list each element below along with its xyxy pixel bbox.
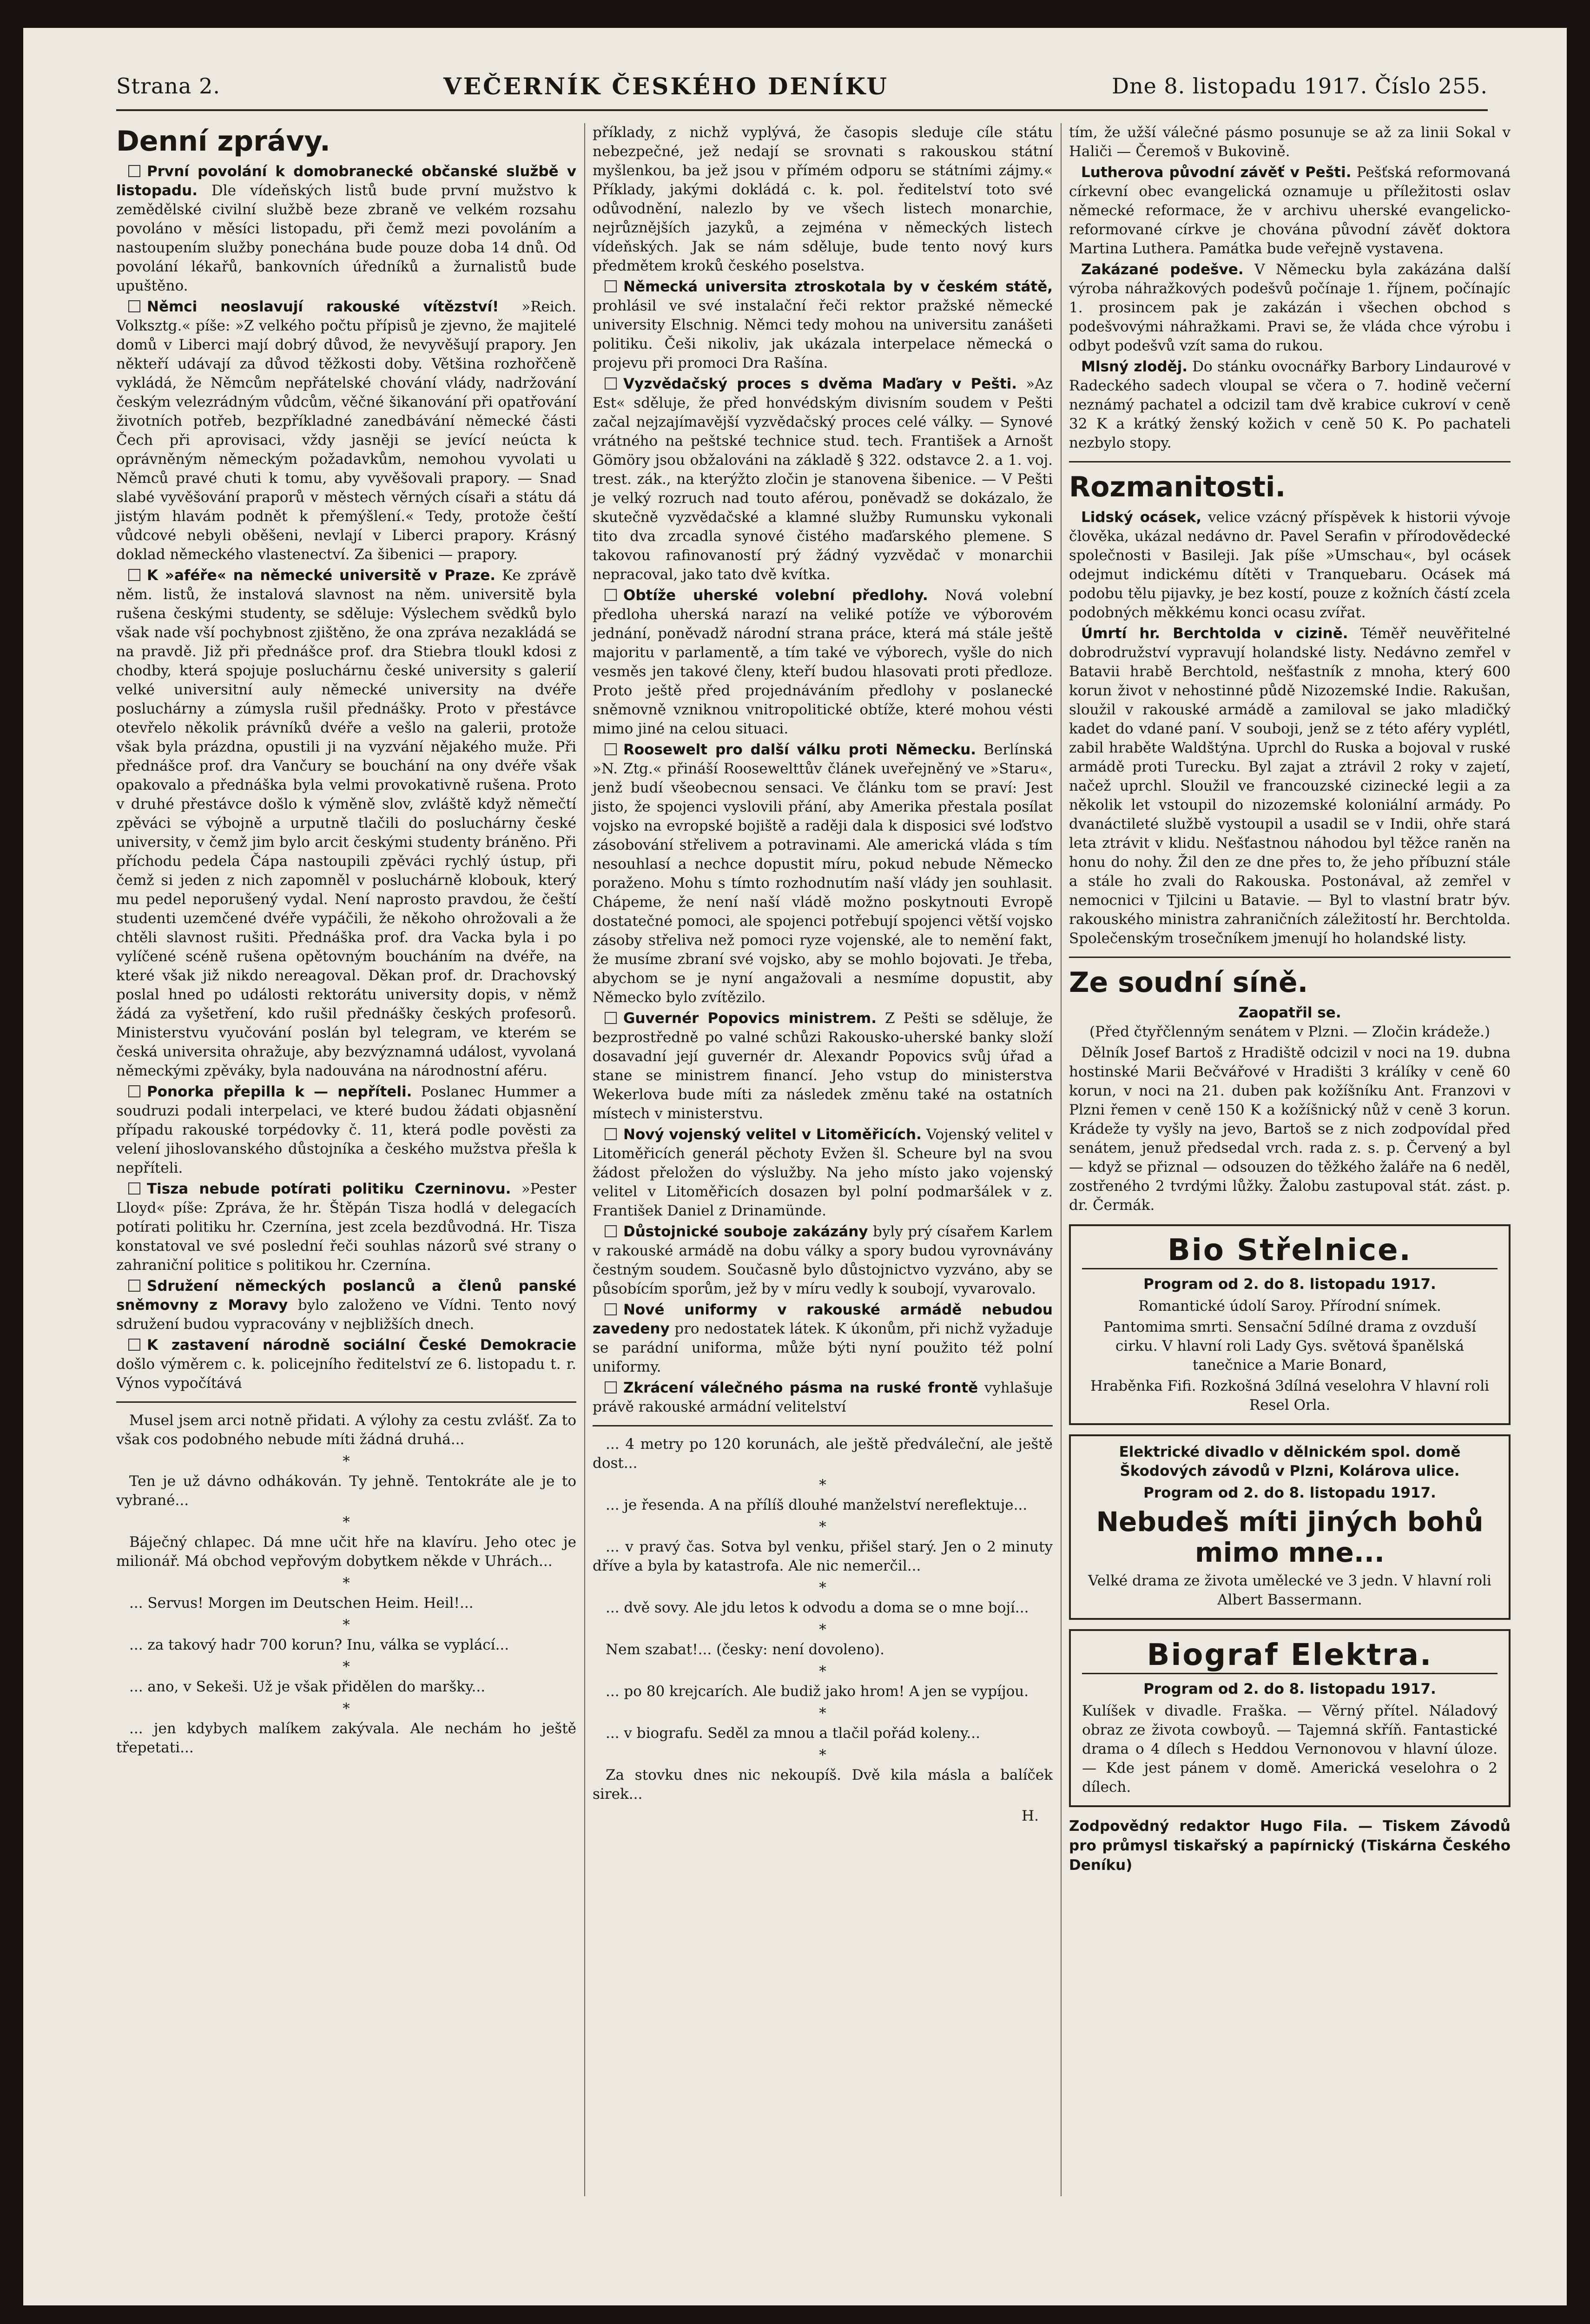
court-text: Dělník Josef Bartoš z Hradiště odcizil v noci na 19. dubna hostinské Marii Bečvářové v Hradišti 3 králíky v ceně 60 korun, v noci na 21. duben pak kožíšníku Ant. Franzovi v Plzni řemen v ceně 150 K a kožíšnický nůž v ceně 3 korun. Krádeže ty vyšly na jevo, Bartoš se z nich zodpovídal před senátem, jenuž předsedal vrch. rada z. s. p. Červený a byl — když se přiznal — odsouzen do těžkého žaláře na 6 neděl, zostřeného 2 tvrdými lůžky. Žalobu zastupoval stát. zást. p. dr. Čermák. <box>1069 1044 1511 1214</box>
news-item <box>116 1336 576 1393</box>
feuilleton-paragraph: ... v pravý čas. Sotva byl venku, přišel starý. Jen o 2 minuty dříve a byla by katastrofa. Ale nic nemerčil... <box>593 1538 1053 1574</box>
square-bullet-icon <box>605 280 617 292</box>
feuilleton-paragraph: Ten je už dávno odhákován. Ty jehně. Tentokráte ale je to vybrané... <box>116 1473 576 1509</box>
square-bullet-icon <box>605 1128 617 1140</box>
news-headline: Guvernér Popovics ministrem. <box>623 1010 877 1027</box>
news-headline: Vyzvědačský proces s dvěma Maďary v Pešti. <box>623 376 1017 392</box>
ad-feature-title: Nebudeš míti jiných bohů mimo mne... <box>1096 1506 1484 1568</box>
star-separator-icon: * <box>819 1579 826 1596</box>
news-headline: Zakázané podešve. <box>1081 261 1244 278</box>
page-header <box>116 63 1488 111</box>
star-separator-icon: * <box>343 1514 350 1531</box>
star-separator-icon: * <box>819 1705 826 1722</box>
news-item <box>1069 163 1511 258</box>
news-item <box>593 277 1053 373</box>
news-headline: Obtíže uherské volební předlohy. <box>623 587 928 604</box>
news-text: Do stánku ovocnářky Barbory Lindaurové v Radeckého sadech vloupal se včera o 7. hodině večerní neznámý pachatel a odcizil tam dvě krabice cukroví v ceně 32 K a krátký ženský kožich v ceně 50 K. Po pachateli nezbylo stopy. <box>1069 358 1511 451</box>
news-headline: Ponorka přepilla k — nepříteli. <box>147 1083 412 1100</box>
news-headline: Mlsný zloděj. <box>1081 358 1188 375</box>
feuilleton-right <box>593 1435 1053 1826</box>
issue-date: Dne 8. listopadu 1917. Číslo 255. <box>1112 73 1488 99</box>
news-headline: K »aféře« na německé universitě v Praze. <box>147 567 496 584</box>
news-text: Vojenský velitel v Litoměřicích generál pěchoty Evžen šl. Scheure byl na svou žádost přeložen do výslužby. Na jeho místo jako vojenský velitel v Litoměřicích dosazen byl polní podmaršálek v z. František Daniel z Drinamünde. <box>593 1126 1053 1219</box>
page-number: Strana 2. <box>116 73 220 99</box>
ad-program: Program od 2. do 8. listopadu 1917. <box>1143 1681 1436 1697</box>
news-item <box>593 1125 1053 1221</box>
ad-line: Velké drama ze života umělecké ve 3 jedn. V hlavní roli Albert Bassermann. <box>1088 1572 1491 1608</box>
news-item <box>1069 508 1511 622</box>
ad-title: Elektrické divadlo v dělnickém spol. domě Škodových závodů v Plzni, Kolárova ulice. <box>1119 1444 1461 1479</box>
news-item <box>593 1379 1053 1417</box>
news-text: Z Pešti se sděluje, že bezprostředně po valné schůzi Rakousko-uherské banky složí dosavadní její guvernér dr. Alexandr Popovics svůj úřad a stane se ministrem financí. Jeho vstup do ministerstva Wekerlova bude míti za následek změnu také na ostatních místech v ministerstvu. <box>593 1010 1053 1122</box>
ad-elektricke-divadlo <box>1069 1434 1511 1620</box>
news-item <box>116 1277 576 1334</box>
news-item <box>593 1009 1053 1123</box>
star-separator-icon: * <box>819 1477 826 1493</box>
news-headline: Lutherova původní závěť v Pešti. <box>1081 164 1352 181</box>
ad-line: Romantické údolí Saroy. Přírodní snímek. <box>1138 1298 1441 1314</box>
newspaper-page <box>23 28 1567 2305</box>
feuilleton-paragraph: Nem szabat!... (česky: není dovoleno). <box>606 1641 884 1658</box>
news-text: »Pester Lloyd« píše: Zpráva, že hr. Štěpán Tisza hodlá v delegacích potírati politiku hr. Czernína, jest zcela bezdůvodná. Hr. Tisza konstatoval ve své poslední řeči souhlas názorů své strany o zahraniční politice s politikou hr. Czernína. <box>116 1181 577 1274</box>
square-bullet-icon <box>128 165 140 177</box>
column-3 <box>1069 123 1511 1875</box>
star-separator-icon: * <box>819 1747 826 1763</box>
imprint: Zodpovědný redaktor Hugo Fila. — Tiskem Závodů pro průmysl tiskařský a papírnický (Tiskárna Českého Deníku) <box>1069 1818 1511 1874</box>
news-headline: První povolání k domobranecké občanské službě v listopadu. <box>116 163 576 199</box>
news-text: V Německu byla zakázána další výroba náhražkových podešvů počínaje 1. říjnem, počínajíc 1. prosincem pak je zakázán i všechen obchod s podešvovými náhražkami. Pravi se, že vláda chce výrobu i odbyt podešvů vzít sama do rukou. <box>1069 261 1511 354</box>
news-item <box>593 740 1053 1007</box>
ad-program: Program od 2. do 8. listopadu 1917. <box>1143 1276 1436 1293</box>
news-item <box>593 1301 1053 1377</box>
column-rule <box>1061 123 1062 2196</box>
news-item <box>593 586 1053 739</box>
feuilleton-paragraph: ... za takový hadr 700 korun? Inu, válka se vyplácí... <box>129 1637 509 1653</box>
feuilleton-paragraph: ... dvě sovy. Ale jdu letos k odvodu a doma se o mne bojí... <box>606 1599 1029 1616</box>
news-text: Nová volební předloha uherská narazí na veliké potíže ve výborovém jednání, poněvadž národní strana práce, která má stále ještě majoritu v parlamentě, a tím také ve výborech, vyšle do nich vesměs jen takové členy, kteří budou hlasovati proti předloze. Proto ještě před projednáváním předlohy v poslanecké sněmovně vzniknou vnitropolitické obtíže, které mohou vésti mimo jiné na celou situaci. <box>593 587 1053 737</box>
court-note: (Před čtyřčlenným senátem v Plzni. — Zločin krádeže.) <box>1089 1023 1491 1040</box>
feuilleton-paragraph: ... Servus! Morgen im Deutschen Heim. Heil!... <box>129 1595 474 1611</box>
news-headline: Němci neoslavují rakouské vítězství! <box>147 298 499 315</box>
square-bullet-icon <box>605 377 617 390</box>
news-text: Ke zprávě něm. listů, že instalová slavnost na něm. universitě byla rušena českými studenty, se sděluje: Výslechem svědků bylo však nade vší pochybnost zjištěno, že ona zpráva nezakládá se na pravdě. Již při přednášce prof. dra Stiebra tloukl kdosi z chodby, která spojuje posluchárnu české university s galerií velké universitní auly německé university na dvéře posluchárny a zúmysla rušil přednášky. Proto v přestávce otevřelo několik právníků dvéře a vešlo na galerii, protože však byla prázdna, opustili ji na vyzvání nějakého muže. Při přednášce prof. dra Vančury se bouchání na ony dvéře však opakovalo a přednáška byla velmi provokativně rušena. Proto v druhé přestávce došlo k výměně slov, zvláště když němečtí zpěváci se výbojně a urputně tlačili do posluchárny české university, v čemž jim bylo arcit českými studenty bráněno. Při příchodu pedela Čápa nastoupili zpěváci rychlý ústup, při čemž si jeden z nich zapomněl v posluchárně klobouk, který mu pedel neporušený vydal. Není naprosto pravdou, že čeští studenti uzemčené dvéře vypáčili, že někoho ohrožovali a že chtěli slavnost rušiti. Přednáška prof. dra Vacka byla i po vylíčené scéně rušena opětovným boucháním na dvéře, na které však již nikdo nereagoval. Děkan prof. dr. Drachovský poslal hned po události rektorátu university dopis, v němž žádá za vyšetření, kdo rušil přednášky českých profesorů. Ministerstvu vyučování poslán byl telegram, ve kterém se česká universita ohražuje, aby bezvýznamná událost, vyvolaná německými zpěváky, byla nadouvána na národnostní aféru. <box>116 567 576 1079</box>
section-title-rozmanitosti: Rozmanitosti. <box>1069 471 1286 503</box>
ad-line: Pantomima smrti. Sensační 5dílné drama z ovzduší cirku. V hlavní roli Lady Gys. světová španělská tanečnice a Marie Bonard, <box>1103 1319 1477 1373</box>
section-divider <box>1069 957 1511 958</box>
news-text: pro nedostatek látek. K úkonům, při nichž vyžaduje se parádní uniforma, může býti nyní použito též polní uniformy. <box>593 1320 1053 1375</box>
section-title-denni-zpravy: Denní zprávy. <box>116 125 330 158</box>
square-bullet-icon <box>605 1012 617 1024</box>
news-headline: Sdružení německých poslanců a členů panské sněmovny z Moravy <box>116 1278 576 1314</box>
news-text: Dle vídeňských listů bude první mužstvo k zemědělské civilní službě beze zbraně ve velkém rozsahu povoláno v měsíci listopadu, při čemž mezi povoláním a nastoupením služby ponechána bude pouze doba 14 dnů. Od povolání lékařů, bankovních úředníků a žurnalistů bude upuštěno. <box>116 182 576 294</box>
court-subheading: Zaopatřil se. <box>1238 1004 1341 1021</box>
section-divider <box>1069 461 1511 462</box>
news-headline: Německá universita ztroskotala by v českém státě, <box>623 278 1053 295</box>
news-item-continued <box>593 123 1053 276</box>
feuilleton-paragraph: ... 4 metry po 120 korunách, ale ještě předváleční, ale ještě dost... <box>593 1436 1053 1472</box>
feuilleton-paragraph: ... po 80 krejcarích. Ale budiž jako hrom! A jen se vypíjou. <box>606 1683 1029 1700</box>
news-item <box>1069 357 1511 453</box>
news-text: vyhlašuje právě rakouské armádní velitelství <box>593 1380 1053 1415</box>
news-text: »Az Est« sděluje, že před honvédským divisním soudem v Pešti začal nejzajímavější vyzvědačský proces celé války. — Synové vrátného na peštské technice stud. tech. František a Arnošt Gömöry jsou obžalováni na základě § 322. odstavce 2. a 1. voj. trest. zák., na kterýžto zločin je stanovena šibenice. — V Pešti je velký rozruch nad touto aférou, poněvadž se dokázalo, že skutečně vyzvědačské a klamné služby Rumunsku vykonali tito dva zrcadla synové čistého maďarského plemene. S takovou rafinovaností prý žádný vyzvědač v monarchii nepracoval, jako tato dvě kvítka. <box>593 376 1053 583</box>
star-separator-icon: * <box>343 1575 350 1591</box>
news-headline: Roosewelt pro další válku proti Německu. <box>623 741 976 758</box>
ad-line: Kulíšek v divadle. Fraška. — Věrný přítel. Náladový obraz ze života cowboyů. — Tajemná skříň. Fantastické drama o 4 dílech s Heddou Vernonovou v hlavní úloze. — Kde jest pánem v domě. Americká veselohra o 2 dílech. <box>1082 1703 1498 1796</box>
signature: H. <box>1022 1808 1039 1824</box>
news-text: Pešťská reformovaná církevní obec evangelická oznamuje u příležitosti oslav německé reformace, že v archivu uherské evangelicko-reformované církve je chována původní závěť doktora Martina Luthera. Památka bude veřejně vystavena. <box>1069 164 1511 257</box>
column-rule <box>584 123 585 2196</box>
news-item <box>1069 260 1511 356</box>
section-title-soudni-sin: Ze soudní síně. <box>1069 966 1308 999</box>
section-divider <box>116 1401 576 1403</box>
feuilleton-paragraph: ... jen kdybych malíkem zakývala. Ale nechám ho ještě třepetati... <box>116 1720 576 1756</box>
star-separator-icon: * <box>819 1621 826 1638</box>
column-2 <box>593 123 1053 1826</box>
feuilleton-paragraph: ... v biografu. Seděl za mnou a tlačil pořád koleny... <box>606 1725 980 1742</box>
feuilleton-paragraph: Za stovku dnes nic nekoupíš. Dvě kila másla a balíček sirek... <box>593 1767 1053 1802</box>
feuilleton-paragraph: Musel jsem arci notně přidati. A výlohy za cestu zvlášť. Za to však cos podobného nebude míti žádná druhá... <box>116 1412 576 1448</box>
ad-line: Hraběnka Fifi. Rozkošná 3dílná veselohra V hlavní roli Resel Orla. <box>1090 1378 1490 1413</box>
column-1 <box>116 123 576 1760</box>
news-text: »Reich. Volksztg.« píše: »Z velkého počtu přípisů je zjevno, že majitelé domů v Liberci mají dobrý důvod, že nevyvěšují prapory. Jen někteří udávají za důvod těžkosti doby. Většina rozhořčeně vykládá, že Němcům nepřátelské chování vlády, nadržování českým velezrádným vůdcům, věčné šikanování při opatřování životních potřeb, bezpříkladné zanedbávání německé části Čech při aprovisaci, vždy jasněji se jevící neúcta k oprávněným německým požadavkům, nemohou vyvolati u Němců pravé chuti k tomu, aby vyvěšovali prapory. — Snad slabé vyvěšování praporů v městech věrných císaři a státu dá jistým hlavám podnět k přemýšlení.« Tedy, protože čeští vůdcové nebyli oběšeni, nevlají v Liberci prapory. Krásný doklad německého vlastenectví. Za šibenici — prapory. <box>116 298 576 563</box>
news-headline: Lidský ocásek, <box>1081 509 1202 526</box>
star-separator-icon: * <box>343 1453 350 1470</box>
news-text: Téměř neuvěřitelné dobrodružství vypravují holandské listy. Nedávno zemřel v Batavii hrabě Berchtold, nešťastník z mnoha, který 600 korun život v nehostinné půdě Nizozemské Indie. Rakušan, sloužil v rakouské armádě a zamiloval se jako mladičký kadet do vdané paní. V souboji, jenž se z této aféry vyplétl, zabil hraběte Waldštýna. Uprchl do Ruska a bojoval v ruské armádě proti Turecku. Byl zajat a ztrávil 2 roky v zajetí, načež uprchl. Sloužil ve francouzské cizinecké legii a za několik let vstoupil do nizozemské koloniální armády. Po dvanáctileté službě vystoupil a usadil se v Indii, ohře stará leta ztrávit v klidu. Nešťastnou náhodou byl těžce raněn na honu do nohy. Žil den ze dne přes to, že jeho příbuzní stále a stále ho zvali do Rakouska. Postonával, až zemřel v nemocnici v Tjilcini u Batavie. — Byl to vlastní bratr býv. rakouského ministra zahraničních záležitostí hr. Berchtolda. Společenským trosečníkem jmenují ho holandské listy. <box>1069 625 1511 947</box>
square-bullet-icon <box>128 300 140 312</box>
square-bullet-icon <box>605 1381 617 1393</box>
ad-title: Biograf Elektra. <box>1082 1637 1498 1674</box>
news-item <box>593 1222 1053 1299</box>
star-separator-icon: * <box>343 1700 350 1717</box>
news-headline: Důstojnické souboje zakázány <box>623 1223 868 1240</box>
news-text: Poslanec Hummer a soudruzi podali interpelaci, ve které budou žádati objasnění případu rakouské torpédovky č. 11, která podle pověsti za velení jihoslovanského důstojníka a českého mužstva přešla k nepříteli. <box>116 1083 577 1176</box>
square-bullet-icon <box>605 1225 617 1237</box>
ad-bio-strelnice <box>1069 1224 1511 1425</box>
ad-biograf-elektra <box>1069 1629 1511 1807</box>
news-headline: Nové uniformy v rakouské armádě nebudou zavedeny <box>593 1301 1053 1337</box>
section-divider <box>593 1425 1053 1426</box>
news-text: došlo výměrem c. k. policejního ředitelství ze 6. listopadu t. r. Výnos vypočítává <box>116 1356 576 1392</box>
square-bullet-icon <box>605 743 617 755</box>
star-separator-icon: * <box>819 1519 826 1535</box>
masthead: VEČERNÍK ČESKÉHO DENÍKU <box>443 72 889 100</box>
square-bullet-icon <box>128 1339 140 1351</box>
feuilleton-paragraph: Báječný chlapec. Dá mne učit hře na klavíru. Jeho otec je milionář. Má obchod vepřovým dobytkem někde v Uhrách... <box>116 1534 576 1570</box>
news-item <box>116 297 576 564</box>
square-bullet-icon <box>605 1303 617 1315</box>
news-headline: Tisza nebude potírati politiku Czerninovu. <box>147 1181 511 1197</box>
square-bullet-icon <box>128 1085 140 1097</box>
square-bullet-icon <box>128 1280 140 1292</box>
star-separator-icon: * <box>343 1617 350 1633</box>
ad-title: Bio Střelnice. <box>1082 1233 1498 1269</box>
news-headline: K zastavení národně sociální České Demokracie <box>147 1337 576 1353</box>
news-item <box>116 162 576 296</box>
news-text: příklady, z nichž vyplývá, že časopis sleduje cíle státu nebezpečné, jež nedají se srovnati s rakouskou státní myšlenkou, ba jež jsou v přímém odporu se státními zájmy.« Příklady, jakými dokládá c. k. pol. ředitelství toto své odůvodnění, nalezlo by ve všech listech monarchie, nejrůznějších jazyků, a zejména v německých listech vídeňských. Jak se nám sděluje, bude tento nový kurs předmětem kroků českého poselstva. <box>593 124 1053 274</box>
news-text: prohlásil ve své instalační řeči rektor pražské německé university Elschnig. Němci tedy mohou na universitu zanášeti politiku. Češi nikoliv, jak ukázala interpelace německá o projevu při promoci Dra Rašína. <box>593 297 1053 371</box>
news-text: bylo založeno ve Vídni. Tento nový sdružení budou vypracovány v nejbližších dnech. <box>116 1297 576 1333</box>
square-bullet-icon <box>128 569 140 581</box>
news-item <box>116 1180 576 1275</box>
star-separator-icon: * <box>343 1658 350 1675</box>
news-headline: Nový vojenský velitel v Litoměřicích. <box>623 1126 922 1143</box>
news-item <box>116 566 576 1081</box>
square-bullet-icon <box>605 589 617 601</box>
square-bullet-icon <box>128 1182 140 1195</box>
news-item-continued <box>1069 123 1511 161</box>
news-headline: Zkrácení válečného pásma na ruské frontě <box>623 1380 978 1396</box>
news-item <box>116 1083 576 1178</box>
news-headline: Úmrtí hr. Berchtolda v cizině. <box>1081 625 1348 642</box>
news-text: byly prý císařem Karlem v rakouské armádě na dobu války a spory budou vyrovnávány čestným soudem. Současně bylo důstojnictvo vyzváno, aby se působícím sporům, jež by v míru vedly k soubojí, vyvarovalo. <box>593 1223 1053 1297</box>
news-item <box>593 375 1053 584</box>
feuilleton-paragraph: ... je řesenda. A na přílíš dlouhé manželství nereflektuje... <box>606 1497 1028 1513</box>
feuilleton-paragraph: ... ano, v Sekeši. Už je však přidělen do maršky... <box>129 1678 486 1695</box>
ad-program: Program od 2. do 8. listopadu 1917. <box>1143 1485 1436 1501</box>
news-item <box>1069 624 1511 948</box>
news-text: velice vzácný příspěvek k historii vývoje člověka, ukázal nedávno dr. Pavel Serafin v přírodovědecké společnosti v Basileji. Jak píše »Umschau«, byl ocásek odejmut indickému dítěti v Tranquebaru. Ocásek má podobu tělu pijavky, je bez kostí, pouze z kožních částí zcela podobných měkkému konci ocasu zvířat. <box>1069 509 1511 621</box>
news-text: Berlínská »N. Ztg.« přináší Roosewelttův článek uveřejněný ve »Staru«, jenž budí všeobecnou sensaci. Ve článku tom se praví: Jest jisto, že spojenci vyslovili přání, aby Amerika přestala posílat vojsko na evropské bojiště a raději dala k disposici své loďstvo zásobování střelivem a potravinami. Ale americká vláda s tím nesouhlasí a nechce dopustit míru, pokud nebude Německo poraženo. Mohu s tímto rozhodnutím naší vlády jen souhlasit. Chápeme, že není naší vládě možno poskytnouti Evropě dostatečné pomoci, ale spojenci potřebují spojenci větší vojsko zásoby střeliva než pomoci ryze vojenské, ale to nemění fakt, že musíme zbraní své vojsko, aby se mohlo bojovati. Je třeba, abychom se je nyní angažovali a nesmíme dopustit, aby Německo bylo zvítězilo. <box>593 741 1053 1006</box>
feuilleton-left <box>116 1411 576 1757</box>
star-separator-icon: * <box>819 1663 826 1680</box>
news-text: tím, že užší válečné pásmo posunuje se až za linii Sokal v Haliči — Čeremoš v Bukovině. <box>1069 124 1511 160</box>
